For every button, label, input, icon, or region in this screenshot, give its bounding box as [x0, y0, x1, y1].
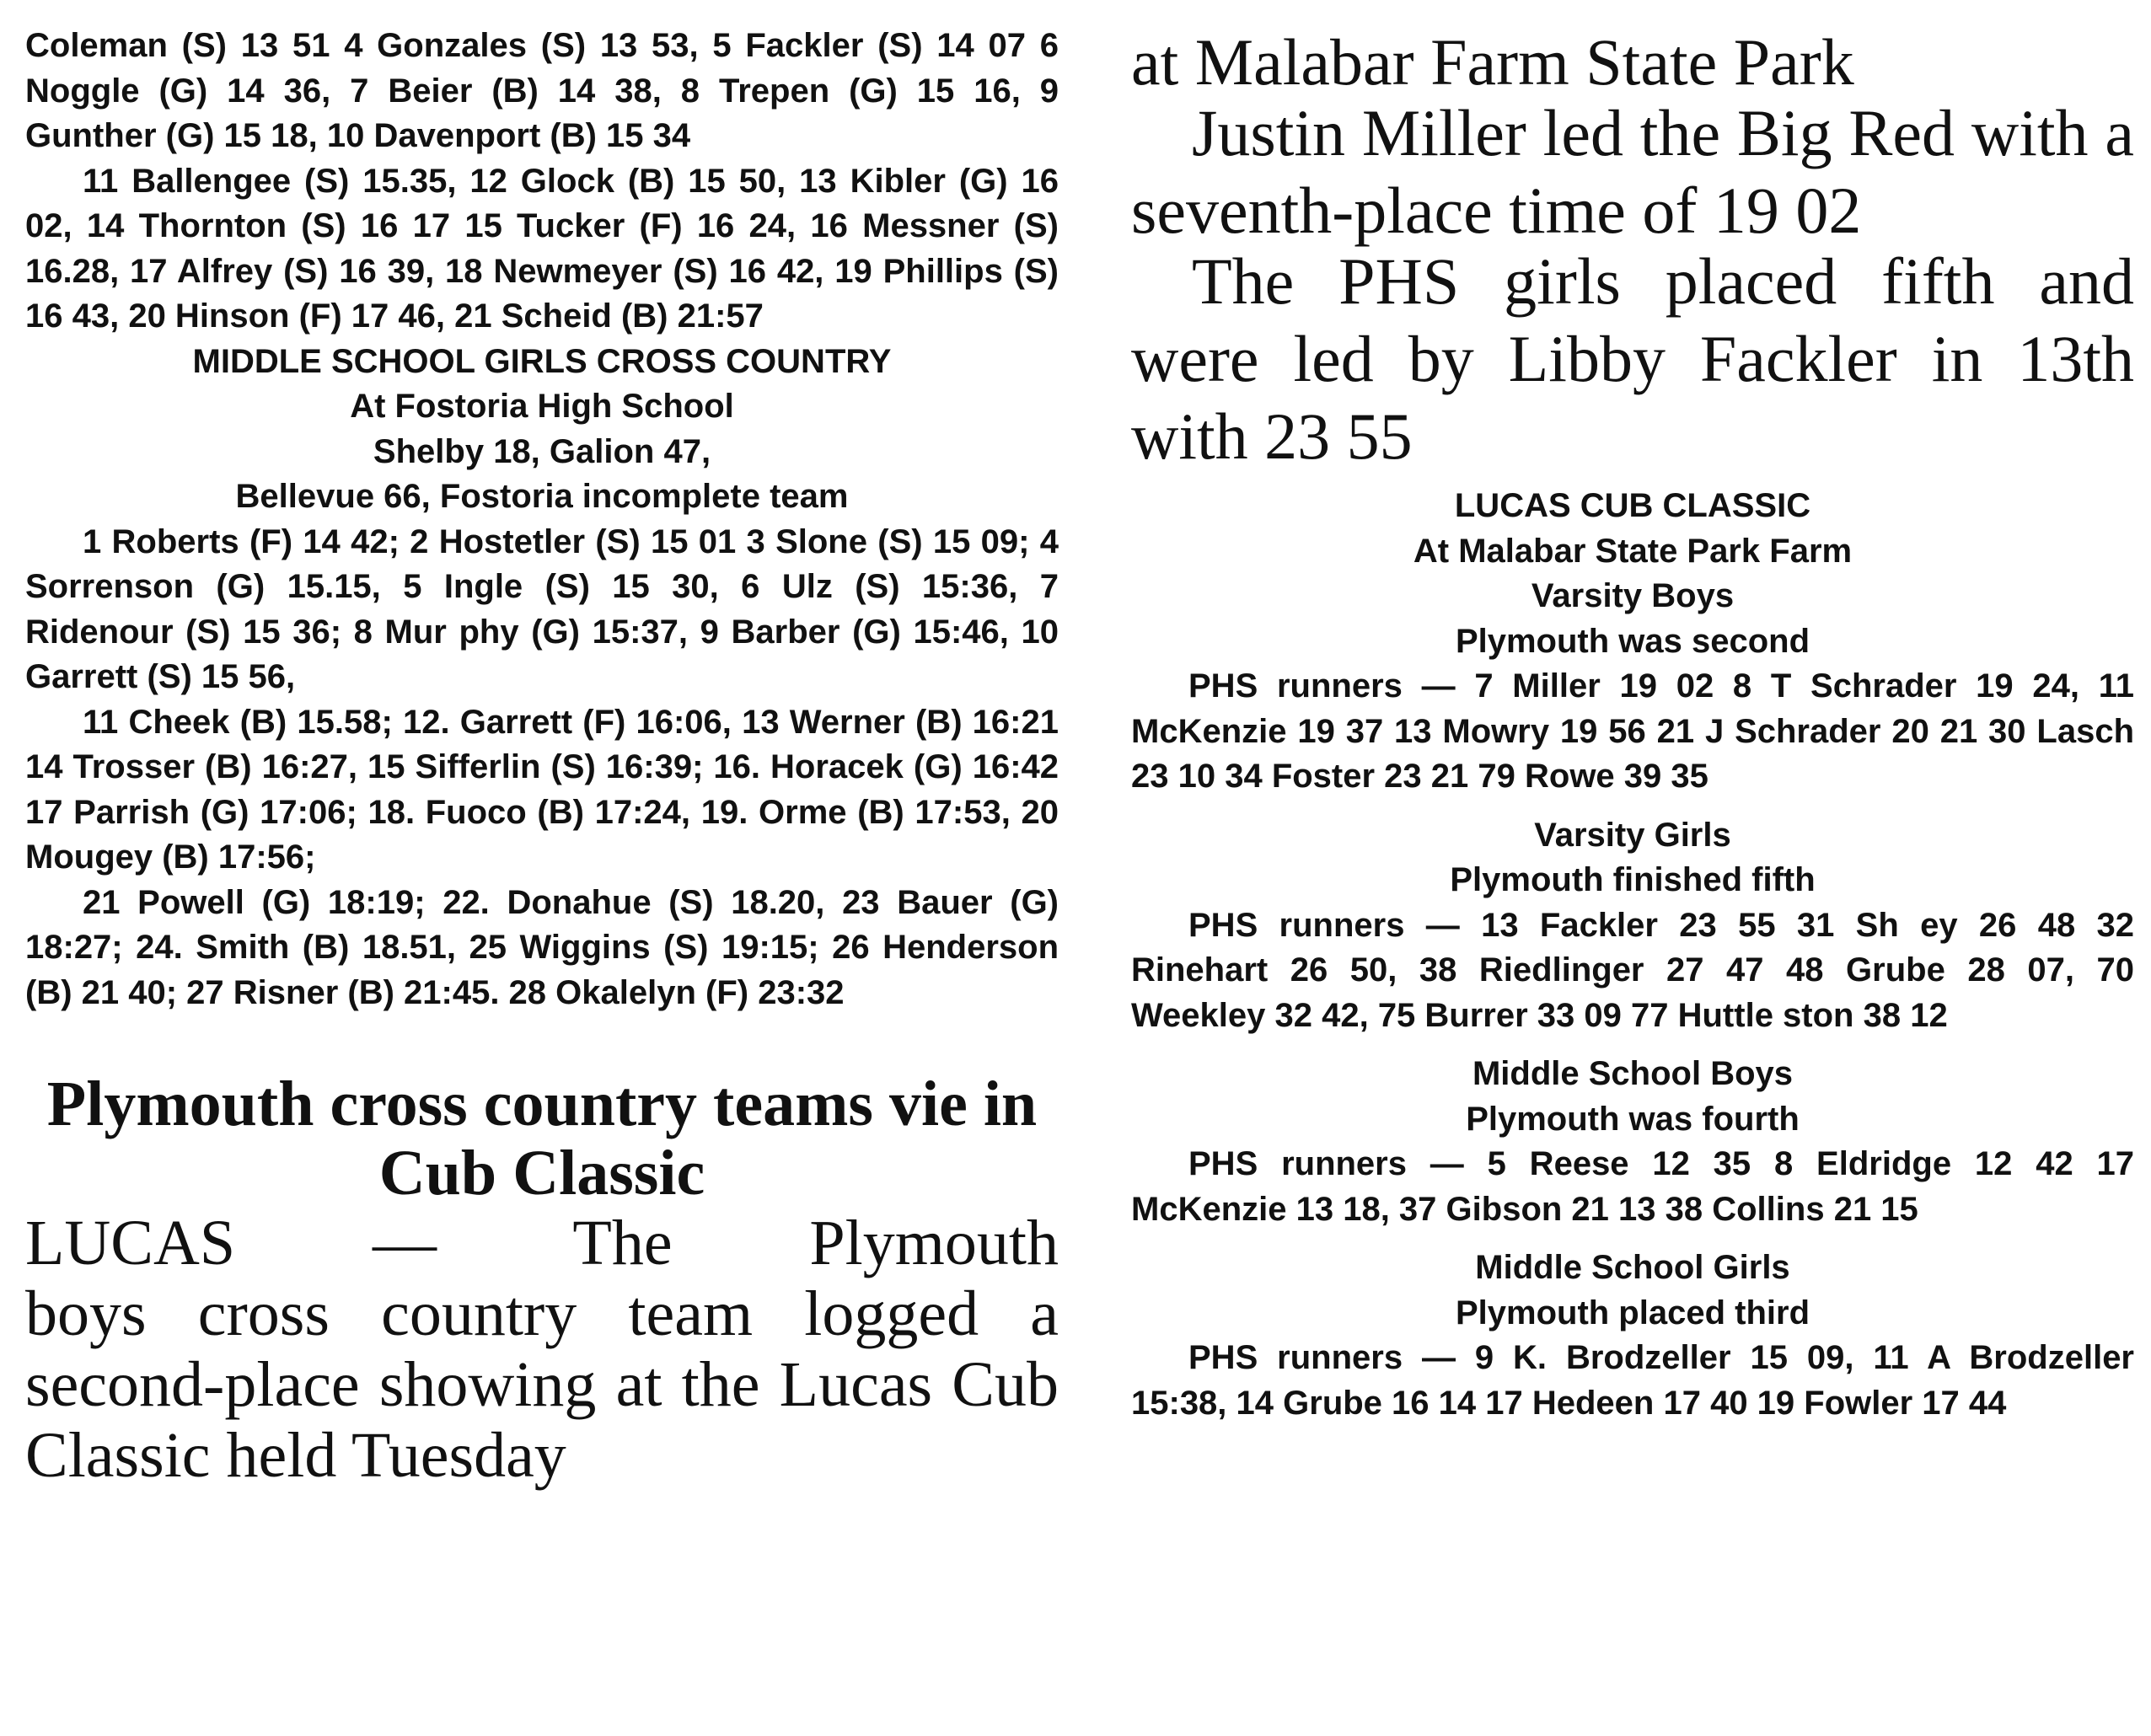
results-paragraph: 21 Powell (G) 18:19; 22. Donahue (S) 18.20, 23 Bauer (G) 18:27; 24. Smith (B) 18.51, 25 Wiggins (S) 19:15; 26 Henderson (B) 21 40; 27 Risner (B) 21:45. 28 Okalelyn (F) 23:32	[25, 883, 1059, 1011]
results-paragraph: PHS runners — 7 Miller 19 02 8 T Schrader 19 24, 11 McKenzie 19 37 13 Mowry 19 56 21 J Schrader 20 21 30 Lasch 23 10 34 Foster 23 21 79 Rowe 39 35	[1131, 667, 2134, 795]
division-heading: Varsity Girls	[1534, 816, 1731, 854]
article-headline: Plymouth cross country teams vie in Cub Classic	[46, 1069, 1038, 1208]
section-subheading: At Fostoria High School	[350, 388, 734, 425]
article-body-paragraph: Justin Miller led the Big Red with a seventh-place time of 19 02	[1131, 96, 2134, 247]
division-heading: Varsity Boys	[1531, 577, 1735, 614]
article-body-paragraph: The PHS girls placed fifth and were led by Libby Fackler in 13th with 23 55	[1131, 244, 2134, 473]
results-paragraph: PHS runners — 9 K. Brodzeller 15 09, 11 A Brodzeller 15:38, 14 Grube 16 14 17 Hedeen 17 40 19 Fowler 17 44	[1131, 1339, 2134, 1422]
left-column	[25, 24, 1059, 1491]
right-column	[1131, 24, 2134, 1426]
section-heading: LUCAS CUB CLASSIC	[1454, 487, 1811, 524]
results-paragraph: 1 Roberts (F) 14 42; 2 Hostetler (S) 15 01 3 Slone (S) 15 09; 4 Sorrenson (G) 15.15, 5 Ingle (S) 15 30, 6 Ulz (S) 15:36, 7 Ridenour (S) 15 36; 8 Mur phy (G) 15:37, 9 Barber (G) 15:46, 10 Garrett (S) 15 56,	[25, 522, 1059, 695]
division-subheading: Plymouth finished fifth	[1450, 861, 1816, 898]
results-paragraph: 11 Cheek (B) 15.58; 12. Garrett (F) 16:06, 13 Werner (B) 16:21 14 Trosser (B) 16:27, 15 Sifferlin (S) 16:39; 16. Horacek (G) 16:42 17 Parrish (G) 17:06; 18. Fuoco (B) 17:24, 19. Orme (B) 17:53, 20 Mougey (B) 17:56;	[25, 703, 1059, 876]
section-subheading: Bellevue 66, Fostoria incomplete team	[235, 478, 849, 515]
division-subheading: Plymouth placed third	[1455, 1294, 1810, 1331]
section-subheading: At Malabar State Park Farm	[1413, 532, 1853, 570]
section-heading: MIDDLE SCHOOL GIRLS CROSS COUNTRY	[192, 342, 892, 380]
section-subheading: Shelby 18, Galion 47,	[373, 432, 711, 470]
results-paragraph: PHS runners — 13 Fackler 23 55 31 Sh ey 26 48 32 Rinehart 26 50, 38 Riedlinger 27 47 48 Grube 28 07, 70 Weekley 32 42, 75 Burrer 33 09 77 Huttle ston 38 12	[1131, 906, 2134, 1034]
results-paragraph: 11 Ballengee (S) 15.35, 12 Glock (B) 15 50, 13 Kibler (G) 16 02, 14 Thornton (S) 16 17 15 Tucker (F) 16 24, 16 Messner (S) 16.28, 17 Alfrey (S) 16 39, 18 Newmeyer (S) 16 42, 19 Phillips (S) 16 43, 20 Hinson (F) 17 46, 21 Scheid (B) 21:57	[25, 162, 1059, 335]
article-lede-dateline: LUCAS — The Plymouth	[25, 1208, 1059, 1278]
division-heading: Middle School Girls	[1475, 1249, 1790, 1286]
results-paragraph: Coleman (S) 13 51 4 Gonzales (S) 13 53, 5 Fackler (S) 14 07 6 Noggle (G) 14 36, 7 Beier (B) 14 38, 8 Trepen (G) 15 16, 9 Gunther (G) 15 18, 10 Davenport (B) 15 34	[25, 27, 1059, 154]
article-body-paragraph: at Malabar Farm State Park	[1131, 25, 1854, 99]
article-lede: boys cross country team logged a second-place showing at the Lucas Cub Classic held Tuesday	[25, 1278, 1059, 1491]
division-subheading: Plymouth was fourth	[1466, 1100, 1800, 1138]
results-paragraph: PHS runners — 5 Reese 12 35 8 Eldridge 12 42 17 McKenzie 13 18, 37 Gibson 21 13 38 Collins 21 15	[1131, 1145, 2134, 1228]
division-heading: Middle School Boys	[1472, 1055, 1794, 1092]
division-subheading: Plymouth was second	[1455, 622, 1810, 660]
